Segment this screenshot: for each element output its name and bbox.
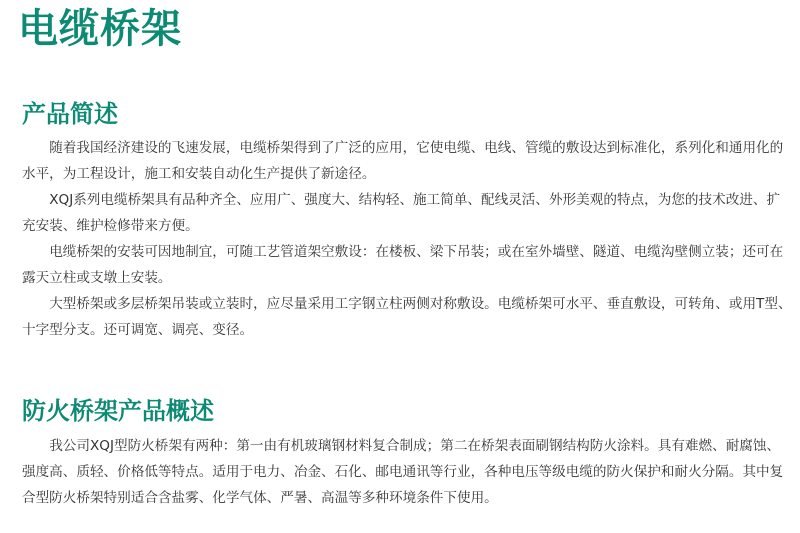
paragraph: 随着我国经济建设的飞速发展，电缆桥架得到了广泛的应用，它使电缆、电线、管缆的敷设达到标准化，系列化和通用化的水平，为工程设计，施工和安装自动化生产提供了新途径。 xyxy=(22,140,784,182)
section-body-overview xyxy=(22,135,792,343)
paragraph: 我公司XQJ型防火桥架有两种：第一由有机玻璃钢材料复合制成；第二在桥架表面刷钢结构防火涂料。具有难燃、耐腐蚀、强度高、质轻、价格低等特点。适用于电力、冶金、石化、邮电通讯等行业，各种电压等级电缆的防火保护和耐火分隔。其中复合型防火桥架特别适合含盐雾、化学气体、严暑、高温等多种环境条件下使用。 xyxy=(22,438,784,506)
paragraph: 大型桥架或多层桥架吊装或立装时，应尽量采用工字钢立柱两侧对称敷设。电缆桥架可水平、垂直敷设，可转角、或用T型、十字型分支。还可调宽、调亮、变径。 xyxy=(22,296,792,338)
section-heading-fireproof: 防火桥架产品概述 xyxy=(22,397,214,425)
section-body-fireproof xyxy=(22,433,792,511)
paragraph: 电缆桥架的安装可因地制宜，可随工艺管道架空敷设：在楼板、梁下吊装；或在室外墙壁、隧道、电缆沟壁侧立装；还可在露天立柱或支墩上安装。 xyxy=(22,244,784,286)
page-title: 电缆桥架 xyxy=(18,6,182,52)
paragraph: XQJ系列电缆桥架具有品种齐全、应用广、强度大、结构轻、施工简单、配线灵活、外形美观的特点，为您的技术改进、扩充安装、维护检修带来方便。 xyxy=(22,192,781,234)
section-heading-overview: 产品简述 xyxy=(22,100,118,128)
